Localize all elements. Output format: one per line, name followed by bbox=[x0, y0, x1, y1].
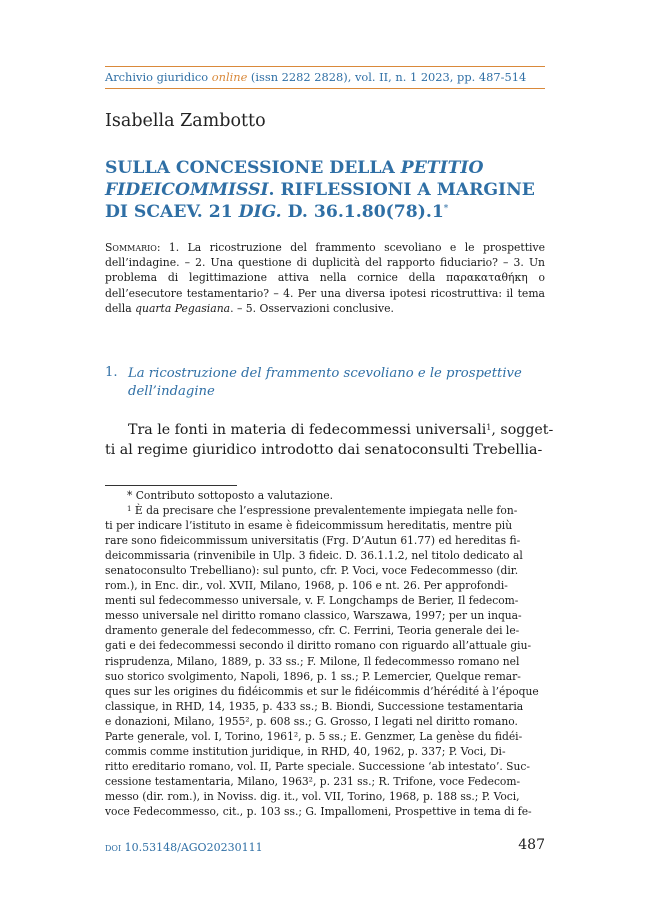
footnote-line: gati e dei fedecommessi secondo il diritto romano con riguardo all’attuale giu- bbox=[105, 639, 532, 653]
body-line-1-text: Tra le fonti in materia di fedecommessi universali bbox=[128, 422, 487, 438]
footnote-line: dramento generale del fedecommesso, cfr. C. Ferrini, Teoria generale dei le- bbox=[105, 624, 520, 638]
journal-issue: (issn 2282 2828), vol. II, n. 1 2023, pp. 487-514 bbox=[247, 70, 527, 84]
title-text-2: PETITIO FIDEICOMMISSI bbox=[105, 158, 484, 200]
footnote-line: commis comme institution juridique, in RHD, 40, 1962, p. 337; P. Voci, Di- bbox=[105, 744, 506, 758]
title-text-1: SULLA CONCESSIONE DELLA bbox=[105, 158, 401, 178]
footnote-line: messo universale nel diritto romano classico, Warszawa, 1997; per un inqua- bbox=[105, 609, 522, 623]
body-paragraph bbox=[105, 420, 554, 460]
footnote-line: messo (dir. rom.), in Noviss. dig. it., vol. VII, Torino, 1968, p. 188 ss.; P. Voci, bbox=[105, 789, 520, 803]
summary-label: Sommario bbox=[105, 241, 157, 254]
doi-label: doi bbox=[105, 841, 122, 854]
footnote-1-text: È da precisare che l’espressione prevalentemente impiegata nelle fon- bbox=[131, 504, 518, 518]
journal-name: Archivio giuridico bbox=[105, 70, 212, 84]
footnote-line: ti per indicare l’istituto in esame è fideicommissum hereditatis, mentre più bbox=[105, 519, 513, 533]
summary-italic: quarta Pegasiana bbox=[135, 301, 231, 315]
footnote-line: ques sur les origines du fidéicommis et sur le fidéicommis d’hérédité à l’époque bbox=[105, 684, 539, 698]
footnote-line: rom.), in Enc. dir., vol. XVII, Milano, 1968, p. 106 e nt. 26. Per approfondi- bbox=[105, 579, 508, 593]
summary-text-2: . – 5. Osservazioni conclusive. bbox=[230, 301, 394, 315]
footnote-line: Parte generale, vol. I, Torino, 1961², p. 5 ss.; E. Genzmer, La genèse du fidéi- bbox=[105, 729, 523, 743]
footnote-line: suo storico svolgimento, Napoli, 1896, p. 1 ss.; P. Lemercier, Quelque remar- bbox=[105, 669, 521, 683]
footnote-line: senatoconsulto Trebelliano): sul punto, cfr. P. Voci, voce Fedecommesso (dir. bbox=[105, 564, 519, 578]
footnote-line: rare sono fideicommissum universitatis (Frg. D’Autun 61.77) ed hereditas fi- bbox=[105, 534, 521, 548]
footnote-line: classique, in RHD, 14, 1935, p. 433 ss.; B. Biondi, Successione testamentaria bbox=[105, 699, 524, 713]
body-line-1-end: , sogget- bbox=[491, 422, 554, 438]
doi-value: 10.53148/AGO20230111 bbox=[121, 841, 263, 854]
footnote-1-line bbox=[105, 503, 545, 518]
footnote-line: e donazioni, Milano, 1955², p. 608 ss.; G. Grosso, I legati nel diritto romano. bbox=[105, 714, 518, 728]
title-text-4: DIG. bbox=[238, 202, 282, 222]
header-rule-top bbox=[105, 66, 545, 67]
footnote-separator bbox=[105, 485, 237, 486]
footnote-1-mark: 1 bbox=[127, 505, 132, 514]
title-footnote-mark: * bbox=[443, 204, 449, 214]
footnote-line: risprudenza, Milano, 1889, p. 33 ss.; F. Milone, Il fedecommesso romano nel bbox=[105, 654, 520, 668]
footnotes bbox=[105, 488, 545, 819]
footnote-star: * Contributo sottoposto a valutazione. bbox=[127, 489, 333, 502]
footnote-line: voce Fedecommesso, cit., p. 103 ss.; G. Impallomeni, Prospettive in tema di fe- bbox=[105, 804, 532, 818]
summary-text-1: : 1. La ricostruzione del frammento scevoliano e le prospettive dell’indagine. – 2. Una questione di duplicità del rapporto fiduciario? – 3. Un problema di legittimazione attiva nella cornice della παρακαταθήκη o dell’esecutore testamentario? – 4. Per una diversa ipotesi ricostruttiva: il tema della bbox=[105, 241, 545, 315]
page-number: 487 bbox=[518, 837, 545, 853]
footnote-ref-1[interactable]: 1 bbox=[486, 423, 492, 432]
header-rule-bottom bbox=[105, 88, 545, 89]
footnote-line: cessione testamentaria, Milano, 1963², p. 231 ss.; R. Trifone, voce Fedecom- bbox=[105, 774, 521, 788]
section-number: 1. bbox=[105, 365, 118, 380]
title-text-5: D. 36.1.80(78).1 bbox=[281, 202, 444, 222]
journal-header bbox=[105, 70, 545, 84]
title-text-3: . RIFLESSIONI A MARGINE DI SCAEV. 21 bbox=[105, 180, 535, 222]
article-title bbox=[105, 157, 550, 223]
footnote-line: ritto ereditario romano, vol. II, Parte speciale. Successione ‘ab intestato’. Suc- bbox=[105, 759, 530, 773]
body-line-1 bbox=[105, 420, 554, 440]
footnote-line: deicommissaria (rinvenibile in Ulp. 3 fideic. D. 36.1.1.2, nel titolo dedicato al bbox=[105, 549, 523, 563]
summary bbox=[105, 240, 545, 316]
author-name: Isabella Zambotto bbox=[105, 111, 266, 131]
doi-link[interactable] bbox=[105, 841, 263, 854]
section-title: La ricostruzione del frammento scevoliano e le prospettive dell’indagine bbox=[128, 366, 522, 399]
journal-online: online bbox=[211, 70, 248, 84]
footnote-line: menti sul fedecommesso universale, v. F. Longchamps de Berier, Il fedecom- bbox=[105, 594, 519, 608]
body-line-2: ti al regime giuridico introdotto dai senatoconsulti Trebellia- bbox=[105, 442, 543, 459]
